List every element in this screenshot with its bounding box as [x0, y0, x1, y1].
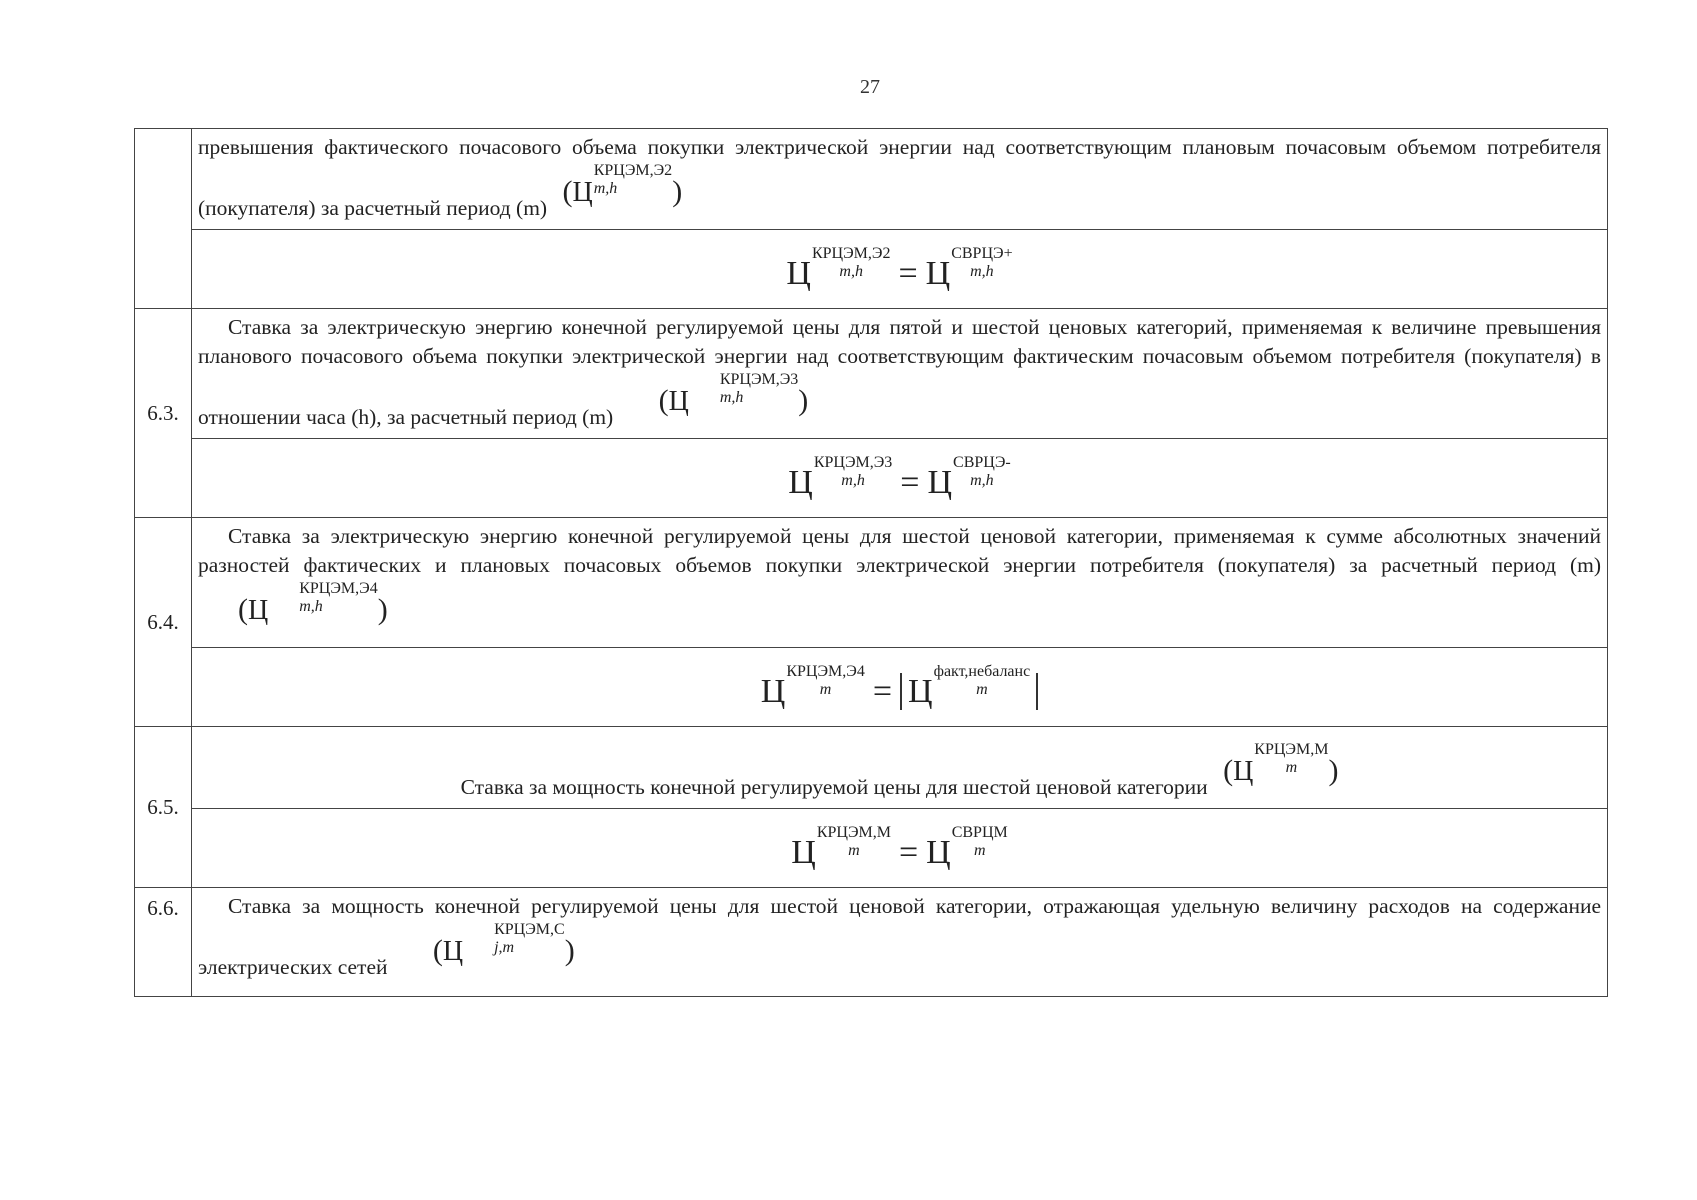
description-cell	[192, 309, 1608, 439]
description-cell	[192, 518, 1608, 648]
formula: Ц КРЦЭМ,Э4 m = Ц факт,небаланс m	[761, 663, 1038, 711]
row-description: Ставка за мощность конечной регулируемой цены для шестой ценовой категории	[460, 775, 1208, 799]
table-row	[135, 439, 1608, 518]
formula-cell	[192, 648, 1608, 727]
formula-cell	[192, 230, 1608, 309]
row-description: превышения фактического почасового объема покупки электрической энергии над соответствующим плановым почасовым объемом потребителя (покупателя) за расчетный период (m)	[198, 135, 1601, 220]
formula: Ц КРЦЭМ,Э3 m,h = Ц СВРЦЭ- m,h	[788, 454, 1011, 501]
description-cell	[192, 888, 1608, 997]
row-number: 6.6.	[135, 888, 192, 997]
price-notation: (Ц КРЦЭМ,С j,m )	[432, 921, 575, 967]
table-row	[135, 727, 1608, 809]
table-row	[135, 230, 1608, 309]
price-notation: (Ц КРЦЭМ,Э4 m,h )	[238, 580, 388, 626]
row-description: Ставка за электрическую энергию конечной регулируемой цены для пятой и шестой ценовых категорий, применяемая к величине превышения планового почасового объема покупки электрической энергии над соответствующим фактическим почасовым объемом потребителя (покупателя) в отношении часа (h), за расчетный период (m)	[198, 315, 1601, 429]
table-row	[135, 129, 1608, 230]
table-row	[135, 518, 1608, 648]
price-notation: (Ц КРЦЭМ,Э3 m,h )	[658, 371, 809, 417]
row-number: 6.4.	[135, 518, 192, 727]
formula: Ц КРЦЭМ,Э2 m,h = Ц СВРЦЭ+ m,h	[786, 245, 1013, 292]
row-number: 6.3.	[135, 309, 192, 518]
formula-cell	[192, 809, 1608, 888]
row-number: 6.5.	[135, 727, 192, 888]
row-description: Ставка за мощность конечной регулируемой цены для шестой ценовой категории, отражающая удельную величину расходов на содержание электрических сетей	[198, 894, 1601, 979]
page-number: 27	[860, 76, 880, 98]
formula: Ц КРЦЭМ,М m = Ц СВРЦМ m	[791, 824, 1008, 871]
absolute-value: Ц факт,небаланс m	[900, 673, 1038, 710]
tariff-table	[134, 128, 1608, 997]
description-cell	[192, 129, 1608, 230]
price-notation: (Ц КРЦЭМ,Э2 m,h )	[562, 162, 683, 208]
table-row	[135, 809, 1608, 888]
table-row	[135, 309, 1608, 439]
formula-cell	[192, 439, 1608, 518]
row-description: Ставка за электрическую энергию конечной регулируемой цены для шестой ценовой категории, применяемая к сумме абсолютных значений разностей фактических и плановых почасовых объемов покупки электрической энергии потребителя (покупателя) за расчетный период (m)	[198, 524, 1601, 577]
table-row	[135, 888, 1608, 997]
row-number-cell	[135, 129, 192, 309]
table-row	[135, 648, 1608, 727]
price-notation: (Ц КРЦЭМ,М m )	[1223, 741, 1339, 787]
description-cell	[192, 727, 1608, 809]
